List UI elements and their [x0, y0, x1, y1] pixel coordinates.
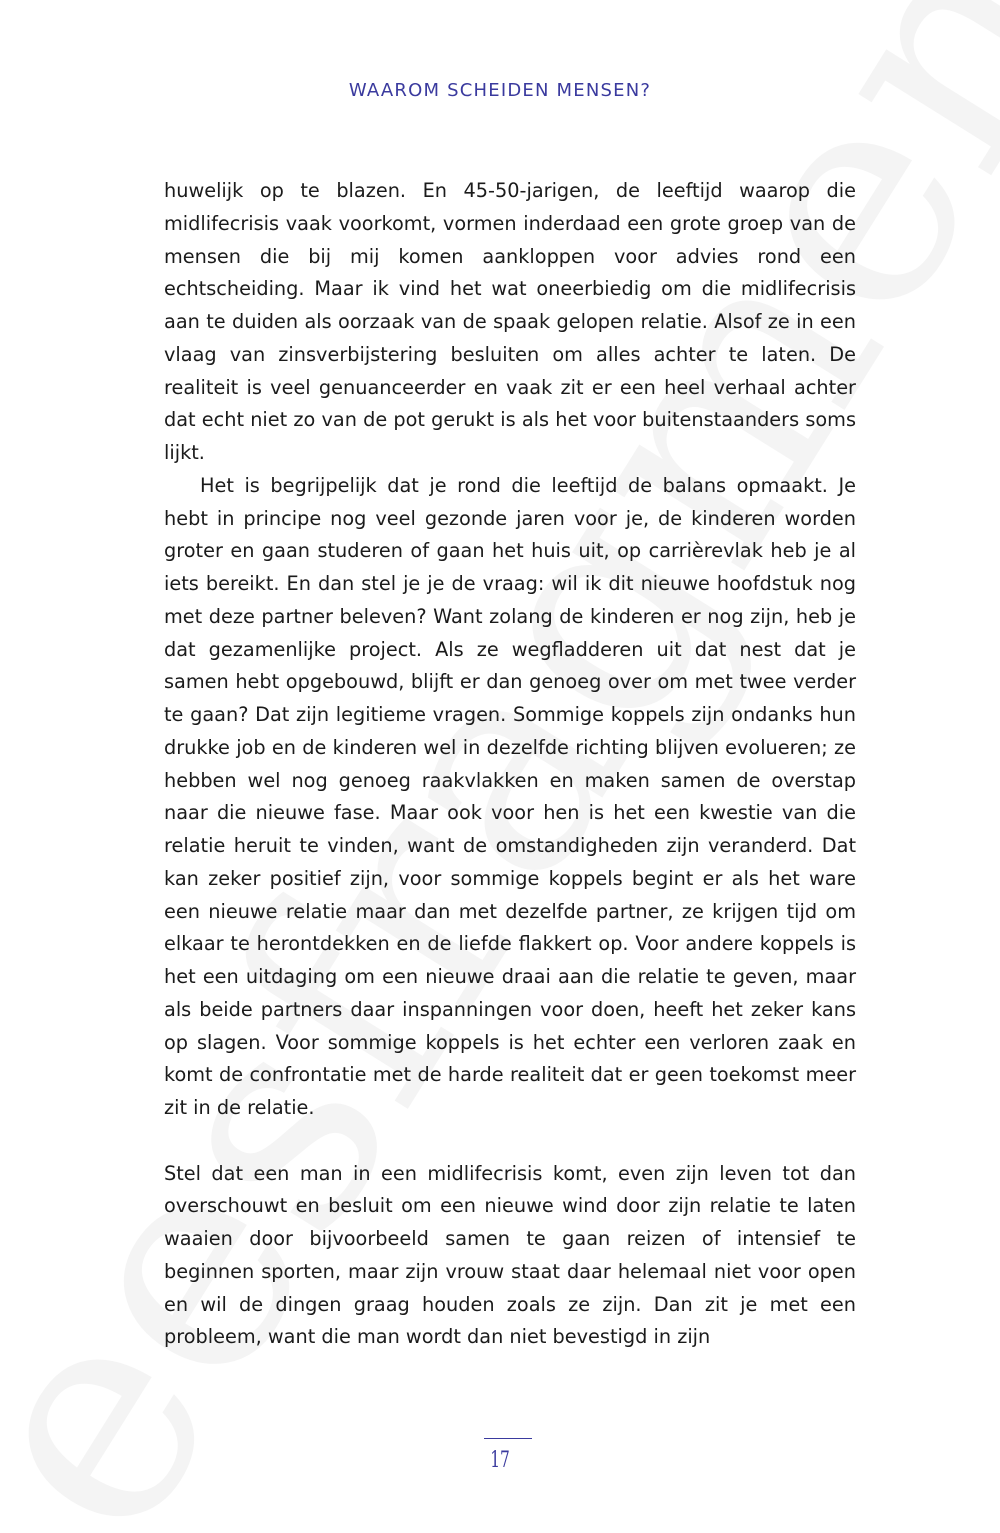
body-text — [164, 175, 856, 1354]
running-head: WAAROM SCHEIDEN MENSEN? — [348, 80, 652, 101]
page-number-rule — [484, 1438, 532, 1439]
paragraph-3: Stel dat een man in een midlifecrisis komt, even zijn leven tot dan overschouwt en besluit om een nieuwe wind door zijn relatie te laten waaien door bijvoorbeeld samen te gaan reizen of intensief te beginnen sporten, maar zijn vrouw staat daar helemaal niet voor open en wil de dingen graag houden zoals ze zijn. Dan zit je met een probleem, want die man wordt dan niet bevestigd in zijn — [164, 1161, 856, 1349]
page-number: 17 — [490, 1448, 510, 1473]
paragraph-2: Het is begrijpelijk dat je rond die leeftijd de balans opmaakt. Je hebt in principe nog veel gezonde jaren voor je, de kinderen worden groter en gaan studeren of gaan het huis uit, op carrièrevlak heb je al iets bereikt. En dan stel je je de vraag: wil ik dit nieuwe hoofdstuk nog met deze partner beleven? Want zolang de kinderen er nog zijn, heb je dat gezamenlijke project. Als ze wegfladderen uit dat nest dat je samen hebt opgebouwd, blijft er dan genoeg over om met twee verder te gaan? Dat zijn legitieme vragen. Sommige koppels zijn ondanks hun drukke job en de kinderen wel in dezelfde richting blijven evolueren; ze hebben wel nog genoeg raakvlakken en maken samen de overstap naar die nieuwe fase. Maar ook voor hen is het een kwestie van die relatie heruit te vinden, want de omstandigheden zijn veranderd. Dat kan zeker positief zijn, voor sommige koppels begint er als het ware een nieuwe relatie maar dan met dezelfde partner, ze krijgen tijd om elkaar te herontdekken en de liefde flakkert op. Voor andere koppels is het een uitdaging om een nieuwe draai aan die relatie te geven, maar als beide partners daar inspanningen voor doen, heeft het zeker kans op slagen. Voor sommige koppels is het echter een verloren zaak en komt de confrontatie met de harde realiteit dat er geen toekomst meer zit in de relatie. — [164, 473, 856, 1119]
paragraph-1: huwelijk op te blazen. En 45-50-jarigen, de leeftijd waarop die midlifecrisis vaak voorkomt, vormen inderdaad een grote groep van de mensen die bij mij komen aankloppen voor advies rond een echtscheiding. Maar ik vind het wat oneerbiedig om die midlifecrisis aan te duiden als oorzaak van de spaak gelopen relatie. Alsof ze in een vlaag van zinsverbijstering besluiten om alles achter te laten. De realiteit is veel genuanceerder en vaak zit er een heel verhaal achter dat echt niet zo van de pot gerukt is als het voor buitenstaanders soms lijkt. — [164, 179, 856, 464]
